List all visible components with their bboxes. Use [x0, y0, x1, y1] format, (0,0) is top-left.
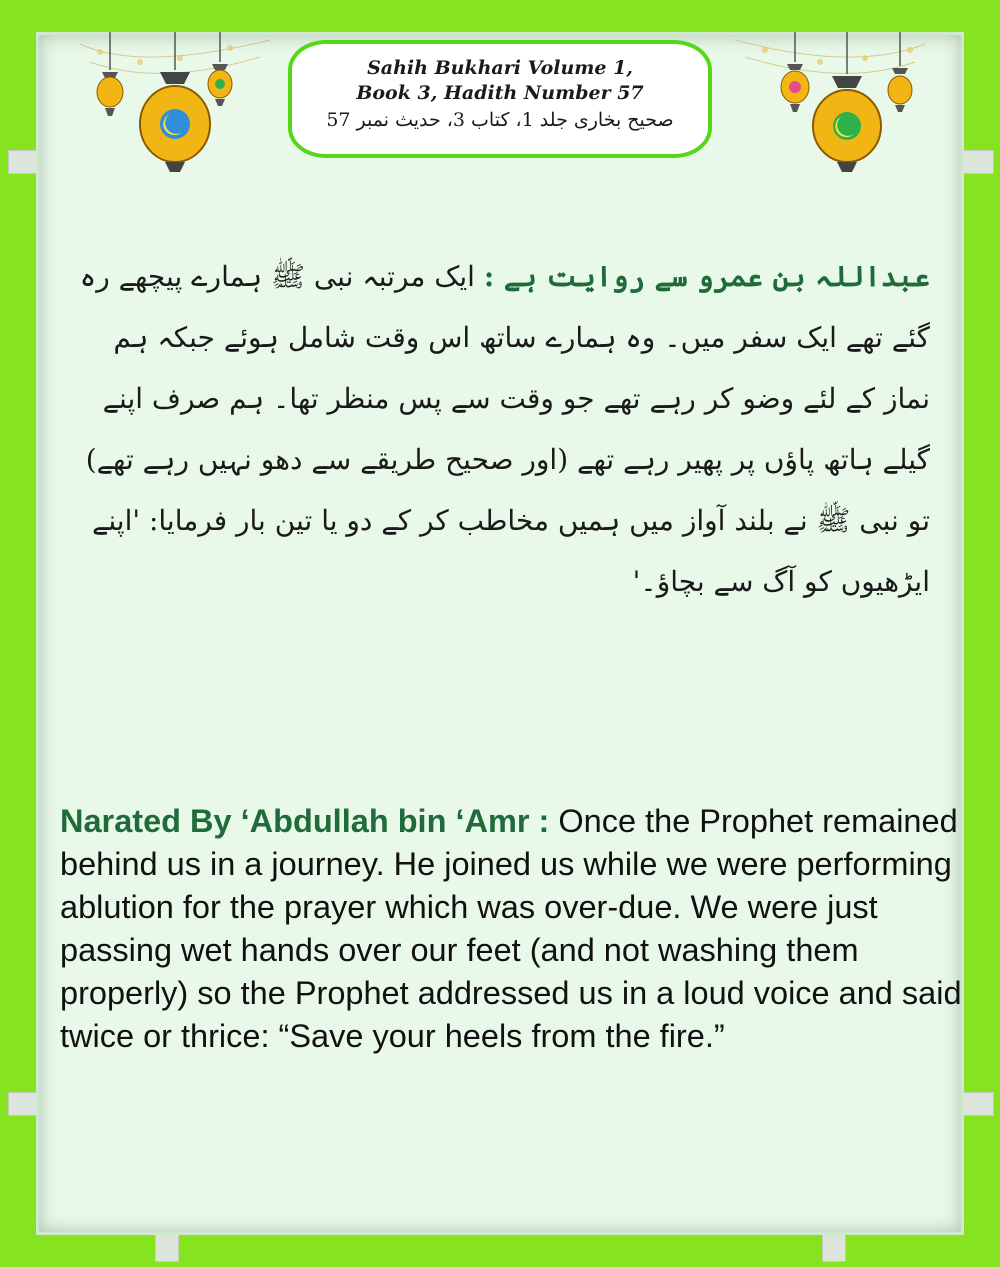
frame-tab-right-top — [962, 150, 994, 174]
frame-tab-right-bottom — [962, 1092, 994, 1116]
urdu-narrator: عبداللہ بن عمرو سے روایت ہے : — [483, 260, 930, 293]
lantern-icon — [80, 32, 270, 172]
reference-header — [288, 40, 712, 158]
crescent-star-icon — [735, 32, 925, 172]
reference-book-hadith: Book 3, Hadith Number 57 — [356, 82, 644, 104]
english-body: Once the Prophet remained behind us in a journey. He joined us while we were performing ablution for the prayer which was over-due. We were just passing wet hands over our feet (and not washing them properly) so the Prophet addressed us in a loud voice and said twice or thrice: “Save your heels from the fire.” — [60, 803, 962, 1054]
reference-volume: Sahih Bukhari Volume 1, — [367, 57, 633, 79]
urdu-body: ایک مرتبہ نبی ﷺ ہمارے پیچھے رہ گئے تھے ایک سفر میں۔ وہ ہمارے ساتھ اس وقت شامل ہوئے جبکہ ہم نماز کے لئے وضو کر رہے تھے جو وقت سے پس منظر تھا۔ ہم صرف اپنے گیلے ہاتھ پاؤں پر پھیر رہے تھے (اور صحیح طریقے سے دھو نہیں رہے تھے) تو نبی ﷺ نے بلند آواز میں ہمیں مخاطب کر کے دو یا تین بار فرمایا: 'اپنے ایڑھیوں کو آگ سے بچاؤ۔' — [79, 260, 930, 598]
english-narrator: Narated By ‘Abdullah bin ‘Amr : — [60, 803, 559, 839]
frame-tab-bottom-right — [822, 1232, 846, 1262]
frame-tab-bottom-left — [155, 1232, 179, 1262]
urdu-hadith-text — [70, 246, 930, 612]
reference-urdu: صحیح بخاری جلد 1، کتاب 3، حدیث نمبر 57 — [326, 109, 674, 131]
english-hadith-text — [60, 800, 965, 1058]
